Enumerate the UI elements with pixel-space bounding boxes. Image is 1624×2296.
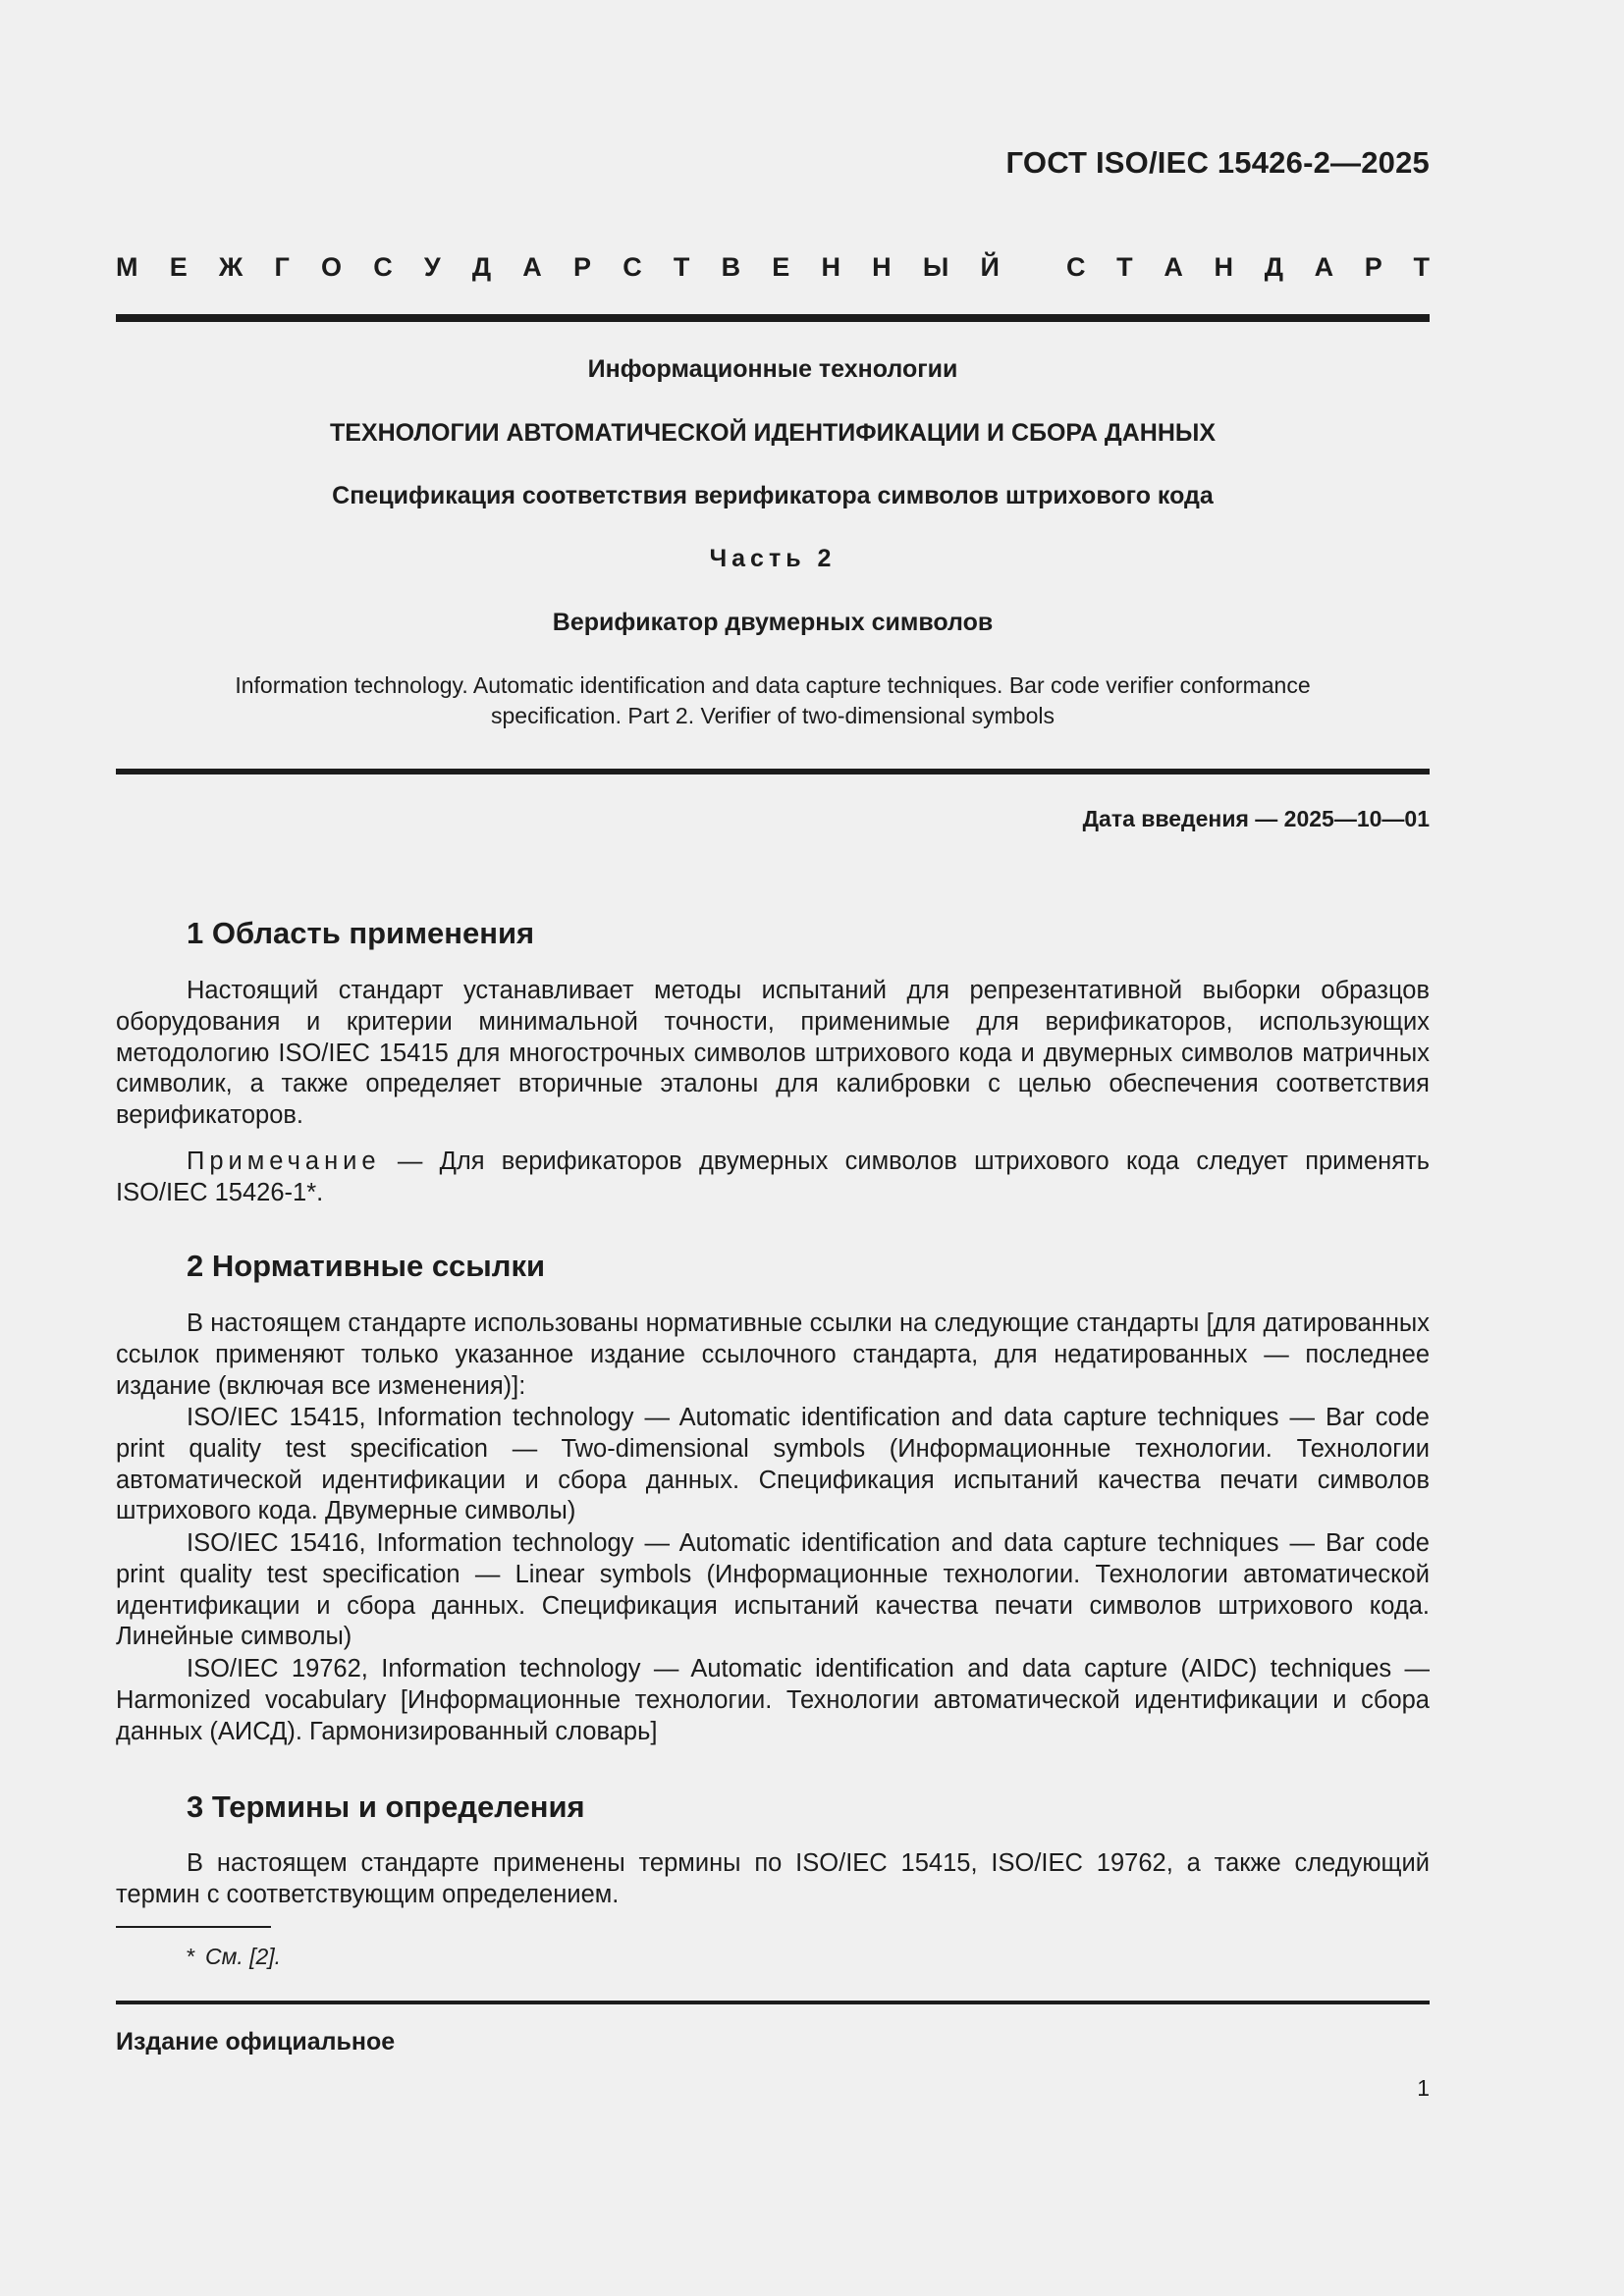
title-line-3: Спецификация соответствия верификатора символов штрихового кода bbox=[332, 482, 1214, 509]
english-title-line-1: Information technology. Automatic identification and data capture techniques. Bar code verifier conformance bbox=[235, 672, 1311, 698]
terms-paragraph: В настоящем стандарте применены термины по ISO/IEC 15415, ISO/IEC 19762, а также следующий термин с соответствующим определением. bbox=[116, 1849, 1430, 1908]
banner-letter: Г bbox=[274, 252, 290, 282]
banner-letter: М bbox=[116, 252, 138, 282]
banner-letter: Н bbox=[872, 252, 892, 282]
footnote-text: См. [2]. bbox=[204, 1944, 282, 1969]
section-heading-terms: 3 Термины и определения bbox=[187, 1789, 585, 1824]
official-edition-label: Издание официальное bbox=[116, 2028, 396, 2056]
banner-letter: Н bbox=[1214, 252, 1234, 282]
banner-letter: А bbox=[1164, 252, 1183, 282]
footnote bbox=[187, 1944, 281, 1970]
scope-note bbox=[116, 1147, 1430, 1209]
reference-iso-15416: ISO/IEC 15416, Information technology — Automatic identification and data capture techniques — Bar code print quality test specification — Linear symbols (Информационные технологии. Технологии автоматической идентификации и сбора данных. Спецификация испытаний качества печати символов штрихового кода. Линейные символы) bbox=[116, 1529, 1430, 1651]
banner-letter: Е bbox=[169, 252, 188, 282]
note-label: Примечание bbox=[187, 1148, 381, 1175]
standard-word bbox=[1066, 252, 1430, 283]
banner-letter: А bbox=[522, 252, 542, 282]
banner-letter: Н bbox=[821, 252, 840, 282]
page-number: 1 bbox=[1417, 2075, 1430, 2101]
english-title-line-2: specification. Part 2. Verifier of two-dimensional symbols bbox=[491, 703, 1055, 728]
english-title bbox=[116, 670, 1430, 731]
banner-letter: Т bbox=[673, 252, 690, 282]
interstate-word bbox=[116, 252, 1000, 283]
title-line-2: ТЕХНОЛОГИИ АВТОМАТИЧЕСКОЙ ИДЕНТИФИКАЦИИ И СБОРА ДАННЫХ bbox=[329, 419, 1217, 447]
banner-letter: Д bbox=[471, 252, 492, 282]
section-heading-references: 2 Нормативные ссылки bbox=[187, 1249, 546, 1283]
banner-letter: У bbox=[423, 252, 441, 282]
document-page bbox=[116, 0, 1430, 2296]
banner-letter: Т bbox=[1116, 252, 1133, 282]
scope-paragraph: Настоящий стандарт устанавливает методы испытаний для репрезентативной выборки образцов оборудования и критерии минимальной точности, применимые для верификаторов, использующих методологию ISO/IEC 15415 для многострочных символов штрихового кода и двумерных символов матричных символик, а также определяет вторичные эталоны для калибровки с целью обеспечения соответствия верификаторов. bbox=[116, 977, 1430, 1130]
banner-letter: Е bbox=[772, 252, 790, 282]
banner-letter: О bbox=[320, 252, 342, 282]
banner-letter: Р bbox=[1364, 252, 1382, 282]
footer-divider bbox=[116, 2001, 1430, 2004]
banner-letter: Ы bbox=[922, 252, 949, 282]
part-label: Часть 2 bbox=[709, 545, 837, 572]
document-code: ГОСТ ISO/IEC 15426-2—2025 bbox=[1005, 145, 1430, 180]
footnote-divider bbox=[116, 1926, 271, 1928]
banner-letter: С bbox=[373, 252, 393, 282]
footnote-marker: * bbox=[187, 1944, 195, 1969]
banner-letter: Ж bbox=[218, 252, 244, 282]
reference-iso-19762: ISO/IEC 19762, Information technology — Automatic identification and data capture (AIDC) techniques — Harmonized vocabulary [Информационные технологии. Технологии автоматической идентификации и сбора данных (АИСД). Гармонизированный словарь] bbox=[116, 1655, 1430, 1745]
banner-letter: А bbox=[1314, 252, 1334, 282]
banner-letter: С bbox=[623, 252, 642, 282]
section-heading-scope: 1 Область применения bbox=[187, 916, 535, 950]
interstate-standard-banner bbox=[116, 252, 1430, 283]
references-intro: В настоящем стандарте использованы нормативные ссылки на следующие стандарты [для датированных ссылок применяют только указанное издание ссылочного стандарта, для недатированных — последнее издание (включая все изменения)]: bbox=[116, 1309, 1430, 1400]
introduction-date: Дата введения — 2025—10—01 bbox=[1082, 806, 1430, 831]
banner-letter: С bbox=[1066, 252, 1086, 282]
banner-letter: Д bbox=[1264, 252, 1283, 282]
note-text: — Для верификаторов двумерных символов штрихового кода следует применять ISO/IEC 15426-1*. bbox=[116, 1148, 1430, 1206]
top-divider bbox=[116, 314, 1430, 322]
part-title: Верификатор двумерных символов bbox=[552, 609, 994, 636]
banner-letter: Т bbox=[1413, 252, 1430, 282]
title-divider bbox=[116, 769, 1430, 774]
reference-iso-15415: ISO/IEC 15415, Information technology — Automatic identification and data capture techniques — Bar code print quality test specification — Two-dimensional symbols (Информационные технологии. Технологии автоматической идентификации и сбора данных. Спецификация испытаний качества печати символов штрихового кода. Двумерные символы) bbox=[116, 1404, 1430, 1525]
banner-letter: Й bbox=[980, 252, 1000, 282]
banner-letter: В bbox=[721, 252, 741, 282]
title-line-1: Информационные технологии bbox=[587, 355, 958, 383]
banner-letter: Р bbox=[572, 252, 591, 282]
